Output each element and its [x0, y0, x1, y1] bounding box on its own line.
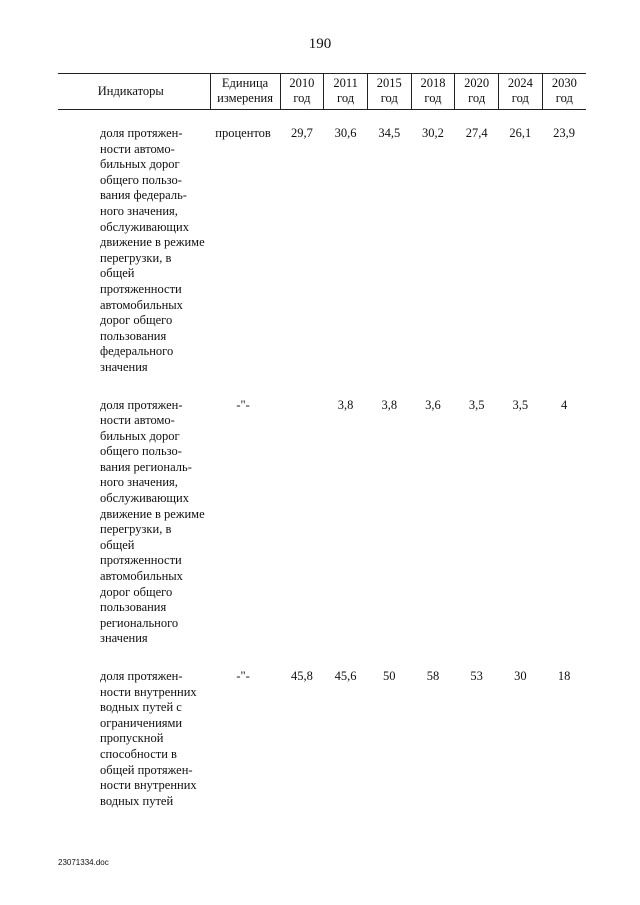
value-cell: 18	[557, 669, 571, 683]
value-cell: 53	[470, 669, 483, 683]
unit-cell: процентов	[215, 126, 271, 140]
header-indicators: Индикаторы	[58, 74, 210, 110]
value-cell: 27,4	[465, 126, 488, 140]
value-cell	[280, 398, 324, 648]
indicators-table	[58, 73, 586, 809]
document-footer: 23071334.doc	[58, 858, 109, 867]
header-year-2020: 2020 год	[455, 74, 499, 110]
header-row	[58, 74, 586, 110]
value-cell: 30	[514, 669, 527, 683]
value-cell: 23,9	[553, 126, 576, 140]
value-cell: 3,8	[381, 397, 398, 412]
value-cell: 34,5	[378, 126, 401, 140]
value-cell: 30,2	[422, 126, 444, 140]
value-cell: 26,1	[509, 126, 532, 140]
table-row	[58, 669, 586, 809]
header-year-2030: 2030 год	[542, 74, 586, 110]
header-year-2010: 2010 год	[280, 74, 324, 110]
unit-cell: -"-	[236, 397, 250, 412]
value-cell: 3,8	[337, 397, 354, 412]
indicator-cell: доля протяжен- ности автомо- бильных дорог общего пользо- вания региональ- ного значения, обслуживающих движение в режиме перегрузки, в общей протяженности автомобильных дорог общего пользования регионального значения	[100, 397, 205, 646]
value-cell: 30,6	[334, 126, 357, 140]
value-cell: 3,5	[512, 397, 529, 412]
value-cell: 4	[560, 397, 568, 412]
header-year-2018: 2018 год	[411, 74, 455, 110]
header-year-2024: 2024 год	[499, 74, 543, 110]
value-cell: 29,7	[290, 126, 313, 140]
header-year-2011: 2011 год	[324, 74, 368, 110]
header-unit: Единица измерения	[210, 74, 280, 110]
value-cell: 58	[426, 669, 440, 683]
indicators-table-wrap	[58, 73, 586, 809]
value-cell: 3,6	[425, 397, 441, 412]
header-year-2015: 2015 год	[367, 74, 411, 110]
indicator-cell: доля протяжен- ности внутренних водных путей с ограничениями пропускной способности в общей протяжен- ности внутренних водных путей	[100, 669, 197, 808]
unit-cell: -"-	[236, 669, 250, 683]
value-cell: 3,5	[468, 397, 485, 412]
table-row	[58, 398, 586, 648]
value-cell: 50	[383, 669, 396, 683]
indicator-cell: доля протяжен- ности автомо- бильных дорог общего пользо- вания федераль- ного значения, обслуживающих движение в режиме перегрузки, в общей протяженности автомобильных дорог общего пользования федерального значения	[100, 126, 205, 374]
value-cell: 45,6	[334, 669, 357, 683]
page-number: 190	[308, 36, 332, 52]
table-row	[58, 126, 586, 376]
value-cell: 45,8	[290, 669, 313, 683]
